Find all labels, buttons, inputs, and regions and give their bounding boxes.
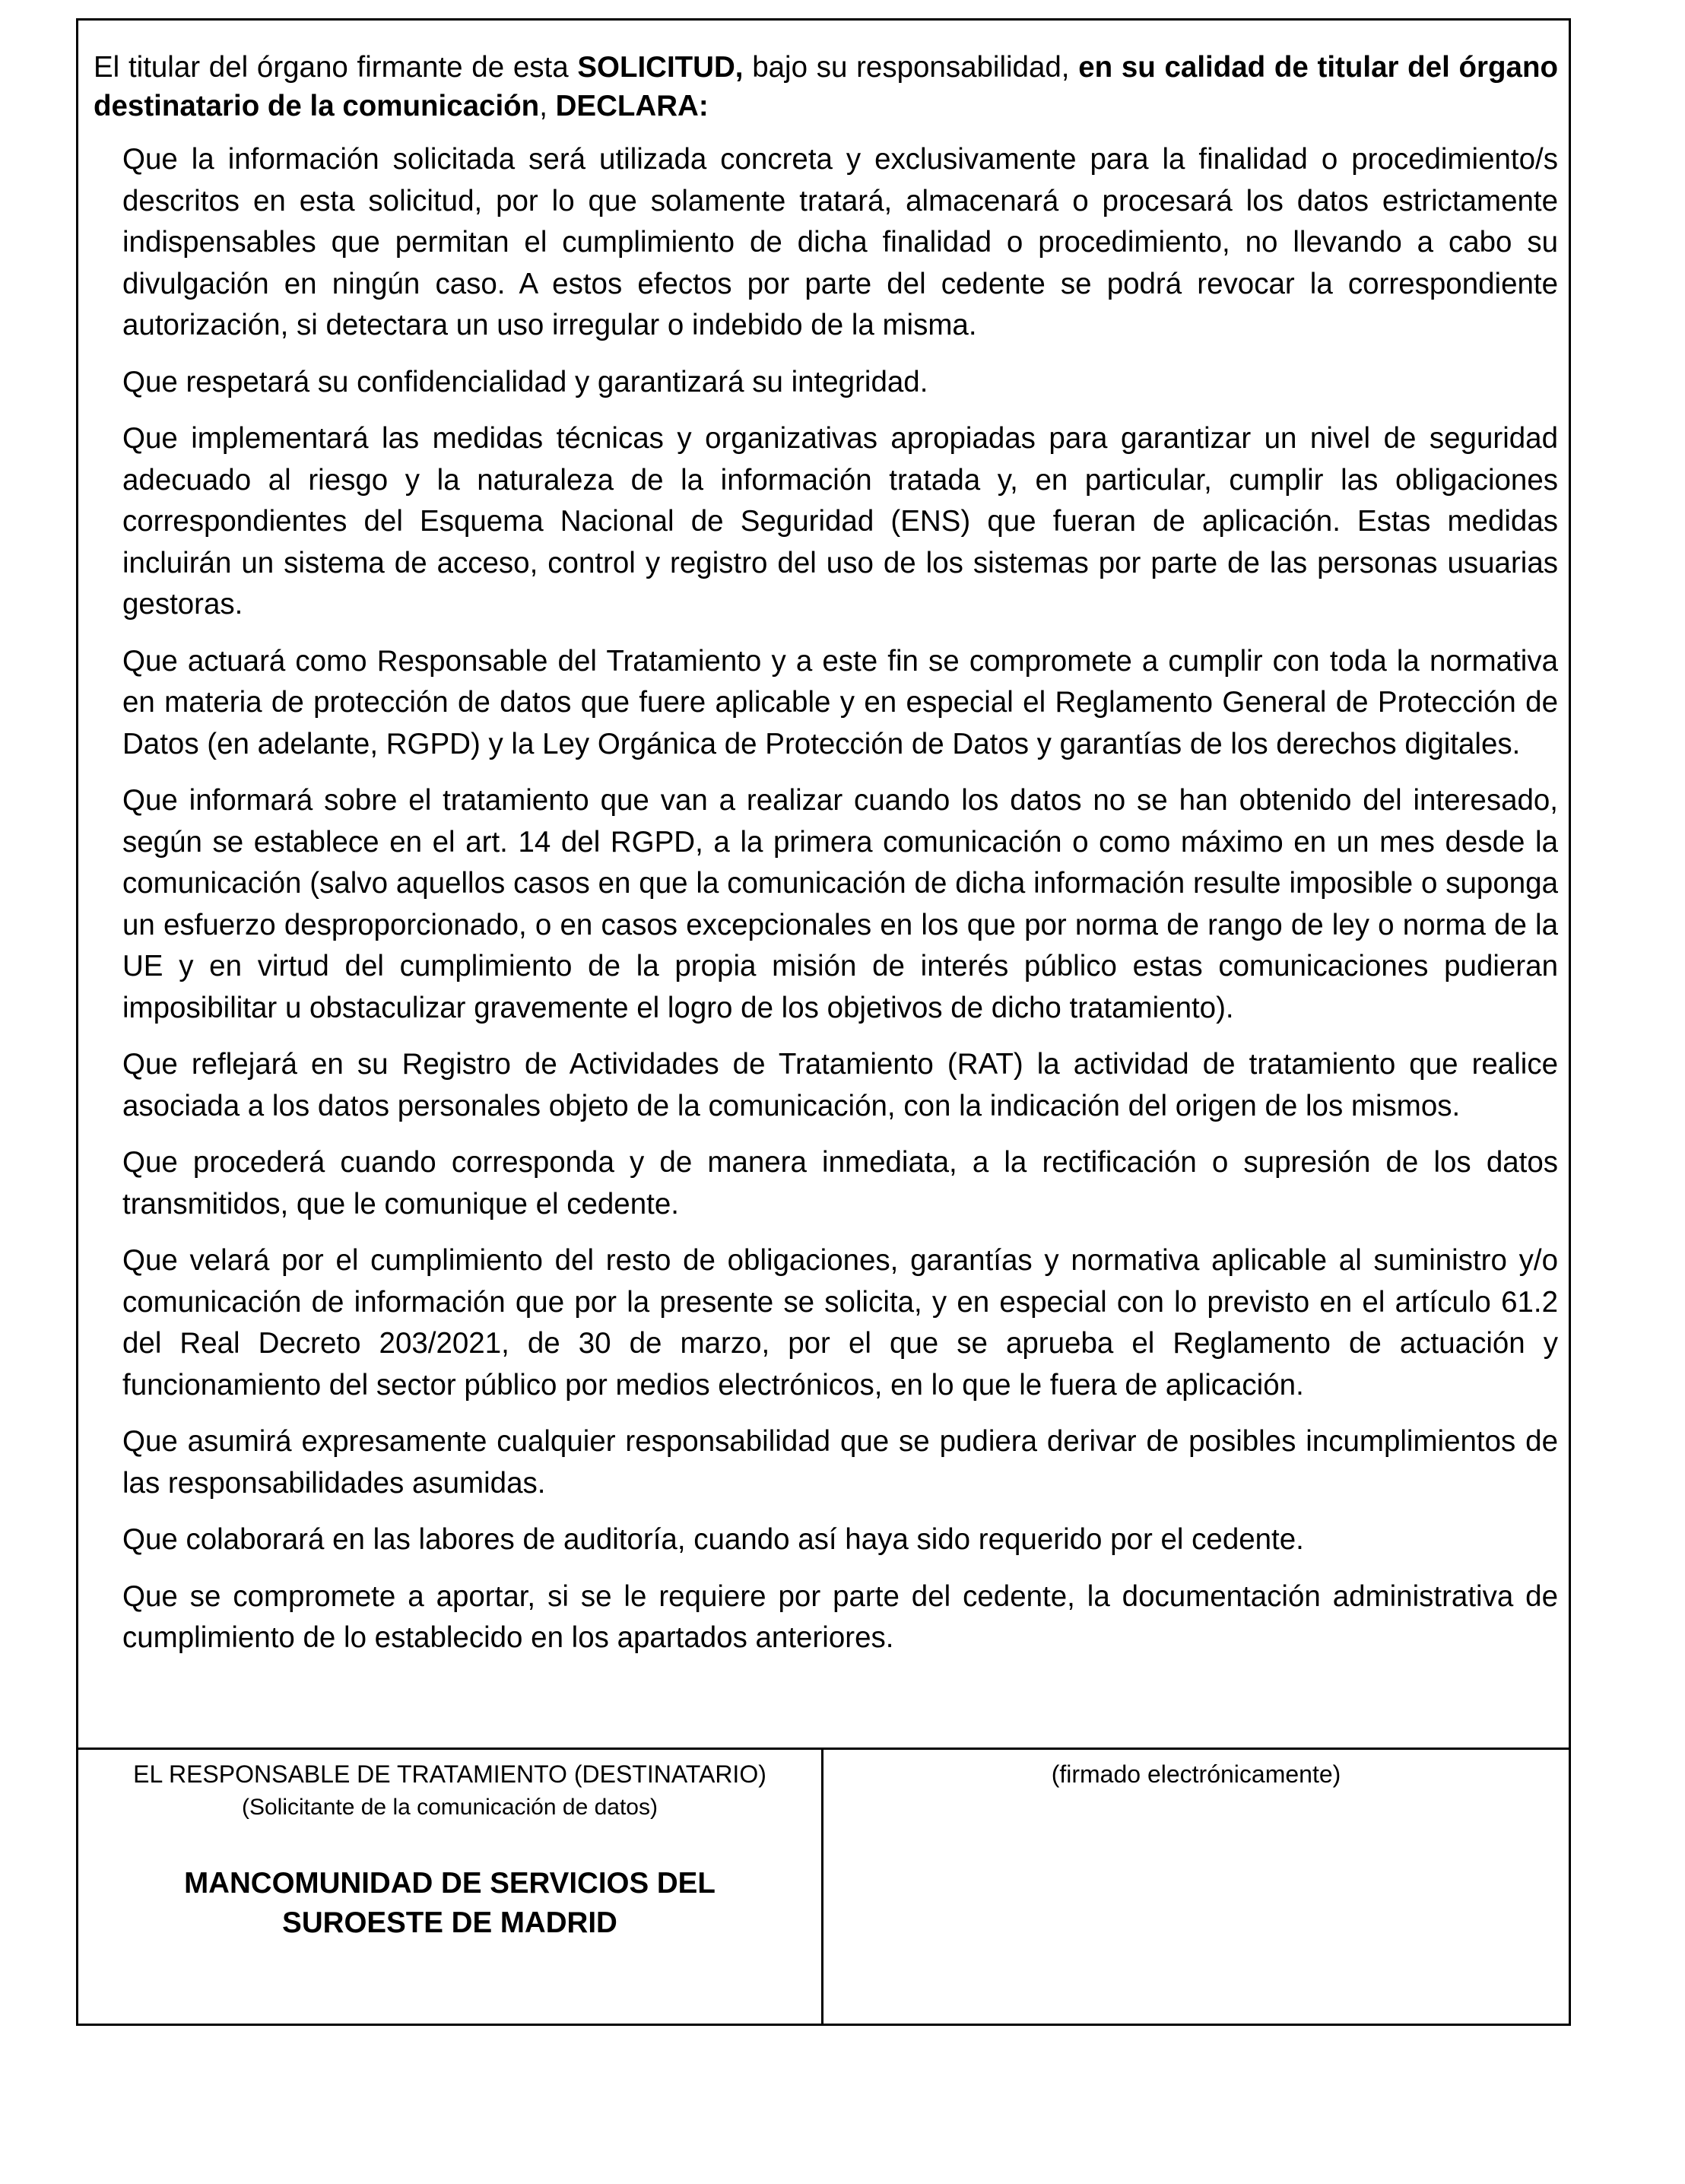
signer-role-subtitle: (Solicitante de la comunicación de datos)	[242, 1795, 658, 1820]
electronic-signature-note: (firmado electrónicamente)	[1051, 1760, 1341, 1788]
clause-inform-treatment: Que informará sobre el tratamiento que van a realizar cuando los datos no se han obtenido del interesado, según se establece en el art. 14 del RGPD, a la primera comunicación o como máximo en un mes desde la comunicación (salvo aquellos casos en que la comunicación de dicha información resulte imposible o suponga un esfuerzo desproporcionado, o en casos excepcionales en los que por norma de rango de ley o norma de la UE y en virtud del cumplimiento de la propia misión de interés público estas comunicaciones pudieran imposibilitar u obstaculizar gravemente el logro de los objetivos de dicho tratamiento).	[122, 784, 1558, 1024]
clause-activity-register: Que reflejará en su Registro de Actividades de Tratamiento (RAT) la actividad de tratamiento que realice asociada a los datos personales objeto de la comunicación, con la indicación del origen de los mismos.	[122, 1048, 1558, 1122]
clause-rectification: Que procederá cuando corresponda y de manera inmediata, a la rectificación o supresión de los datos transmitidos, que le comunique el cedente.	[122, 1146, 1558, 1221]
signer-organization: MANCOMUNIDAD DE SERVICIOS DEL SUROESTE DE MADRID	[184, 1867, 716, 1939]
clause-responsibility: Que asumirá expresamente cualquier responsabilidad que se pudiera derivar de posibles incumplimientos de las responsabilidades asumidas.	[122, 1425, 1558, 1500]
signer-role: EL RESPONSABLE DE TRATAMIENTO (DESTINATARIO)	[133, 1760, 766, 1788]
clause-data-controller: Que actuará como Responsable del Tratamiento y a este fin se compromete a cumplir con toda la normativa en materia de protección de datos que fuere aplicable y en especial el Reglamento General de Protección de Datos (en adelante, RGPD) y la Ley Orgánica de Protección de Datos y garantías de los derechos digitales.	[122, 644, 1558, 760]
intro-bold-declara: DECLARA:	[555, 90, 709, 122]
clause-documentation: Que se compromete a aportar, si se le requiere por parte del cedente, la documentación administrativa de cumplimiento de lo establecido en los apartados anteriores.	[122, 1579, 1558, 1654]
clause-obligations: Que velará por el cumplimiento del resto de obligaciones, garantías y normativa aplicable al suministro y/o comunicación de información que por la presente se solicita, y en especial con lo previsto en el artículo 61.2 del Real Decreto 203/2021, de 30 de marzo, por el que se aprueba el Reglamento de actuación y funcionamiento del sector público por medios electrónicos, en lo que le fuera de aplicación.	[122, 1244, 1558, 1402]
intro-text-2: bajo su responsabilidad,	[743, 51, 1079, 84]
signature-cell	[823, 1750, 1569, 2024]
declaration-intro	[94, 48, 1558, 125]
clause-confidentiality: Que respetará su confidencialidad y garantizará su integridad.	[122, 365, 928, 398]
intro-text-1: El titular del órgano firmante de esta	[94, 51, 578, 84]
declaration-clauses	[94, 139, 1558, 1659]
declaration-section	[78, 21, 1569, 1750]
signature-section	[78, 1750, 1569, 2024]
intro-text-3: ,	[539, 90, 556, 122]
intro-bold-solicitud: SOLICITUD,	[577, 51, 744, 84]
intro-bold-capacity: en su calidad de titular del órgano destinatario de la comunicación	[94, 51, 1558, 122]
clause-information-use: Que la información solicitada será utilizada concreta y exclusivamente para la finalidad o procedimiento/s descritos en esta solicitud, por lo que solamente tratará, almacenará o procesará los datos estrictamente indispensables que permitan el cumplimiento de dicha finalidad o procedimiento, no llevando a cabo su divulgación en ningún caso. A estos efectos por parte del cedente se podrá revocar la correspondiente autorización, si detectara un uso irregular o indebido de la misma.	[122, 143, 1558, 341]
signer-cell	[78, 1750, 823, 2024]
clause-security-measures: Que implementará las medidas técnicas y organizativas apropiadas para garantizar un nivel de seguridad adecuado al riesgo y la naturaleza de la información tratada y, en particular, cumplir las obligaciones correspondientes del Esquema Nacional de Seguridad (ENS) que fueran de aplicación. Estas medidas incluirán un sistema de acceso, control y registro del uso de los sistemas por parte de las personas usuarias gestoras.	[122, 422, 1558, 621]
clause-audit: Que colaborará en las labores de auditoría, cuando así haya sido requerido por el cedente.	[122, 1523, 1304, 1556]
declaration-form	[76, 18, 1571, 2026]
